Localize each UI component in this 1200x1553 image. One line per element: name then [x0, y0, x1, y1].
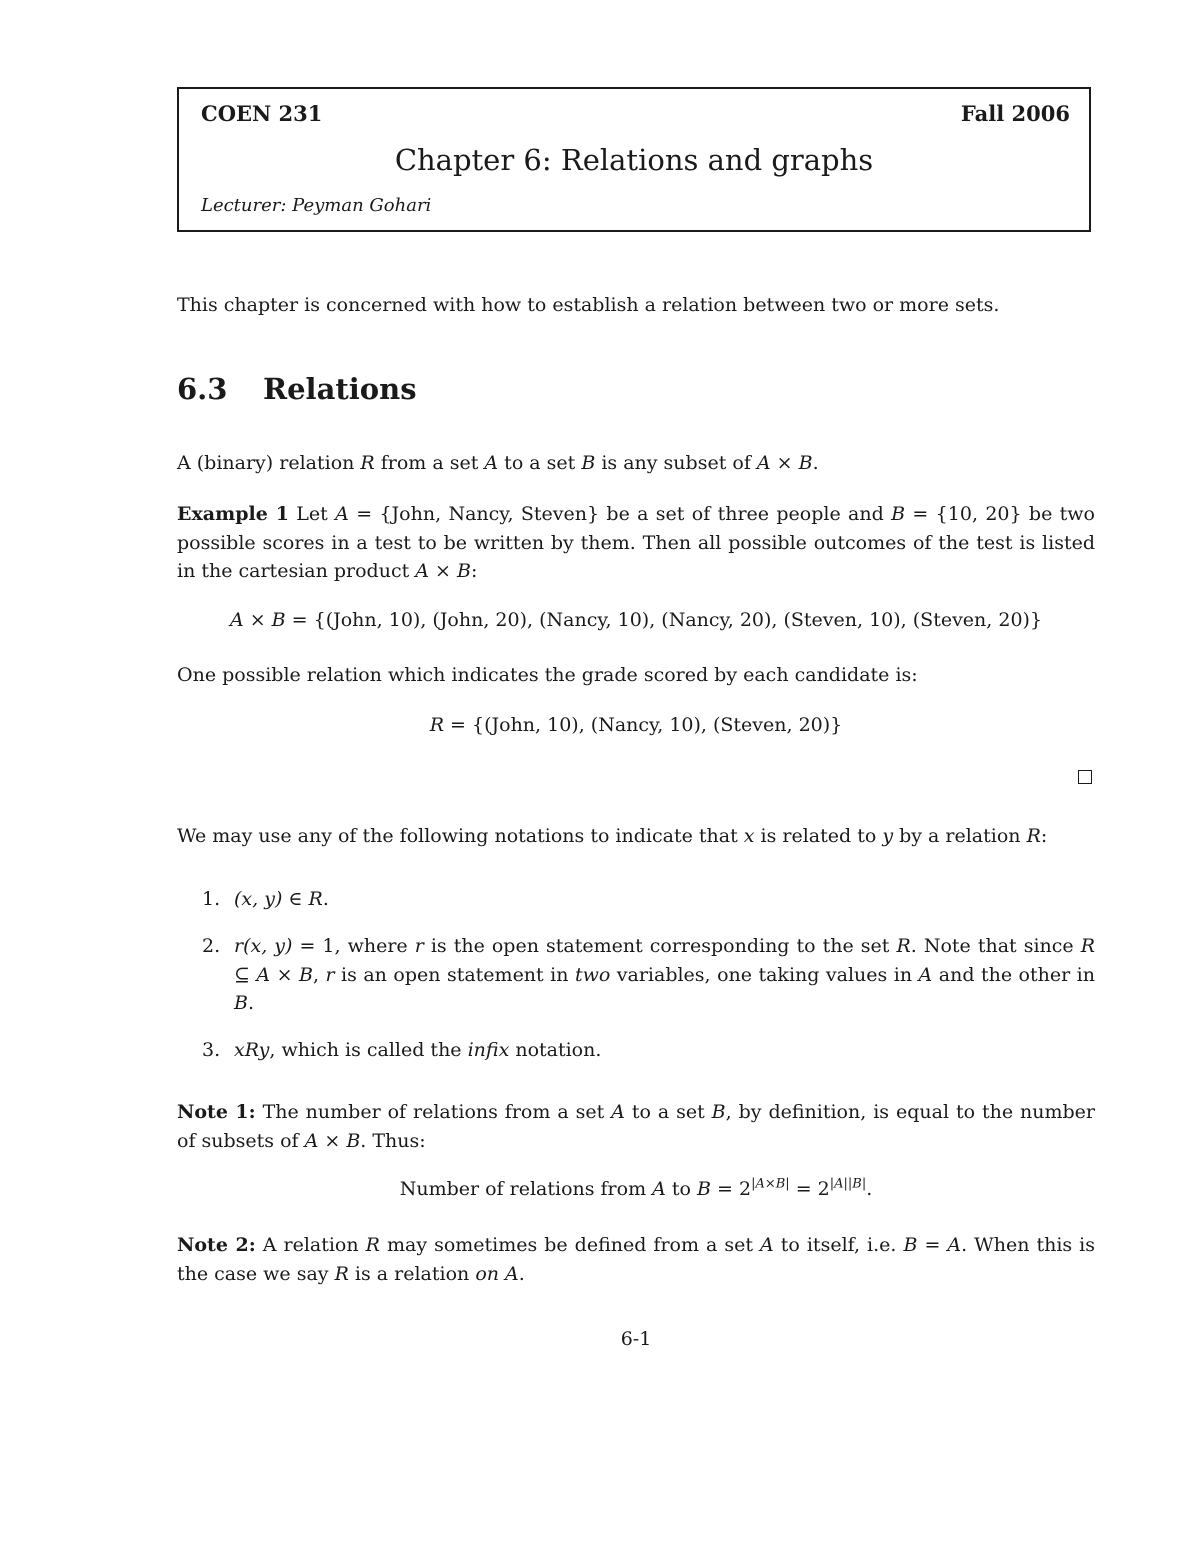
- example-sentence: One possible relation which indicates the grade scored by each candidate is:: [177, 664, 918, 686]
- document-page: COEN 231 Fall 2006 Chapter 6: Relations and graphs Lecturer: Peyman Gohari This chapter is concerned with how to establish a relation between two or more sets. 6.3 Relations A (binary) relation R from a set A to a set B is any subset of A × B. Example 1 Let A = {John, Nancy, Steven} be a set of three people and B = {10, 20} be two possible scores in a test to be written by them. Then all possible outcomes of the test is listed in the cartesian product A × B: A × B = {(John, 10), (John, 20), (Nancy, 10), (Nancy, 20), (Steven, 10), (Steven, 20)} One possible relation which indicates the grade scored by each candidate is: R = {(John, 10), (Nancy, 10), (Steven, 20)} We may use any of the following notations to indicate that x is related to y by a relation R: 1. (x, y) ∈ R. 2. r(x, y) = 1, where r is the open statement corresponding to the set R. Note that since R ⊆ A × B, r is an open statement in two variables, one taking values in A and the other in B. 3. xRy, which is called the infix notation. Note 1: The number of relations from a set A to a set B, by definition, is equal to the number of subsets of A × B. Thus: Number of relations from A to $B = 2^{|A\times B|} = 2^{|A||B|}$. Note 2: A relation R may sometimes be defined from a set A to itself, i.e. B = A. When this is the case we say R is a relation on A. 6-1: [0, 0, 1200, 1553]
- equation-cartesian-product: A × B = {(John, 10), (John, 20), (Nancy, 10), (Nancy, 20), (Steven, 10), (Steven, 20)}: [229, 609, 1043, 631]
- equation-relation: R = {(John, 10), (Nancy, 10), (Steven, 20)}: [429, 714, 843, 736]
- example-paragraph: Example 1 Let A = {John, Nancy, Steven} be a set of three people and B = {10, 20} be two possible scores in a test to be written by them. Then all possible outcomes of the test is listed in the cartesian product A × B:: [177, 503, 1095, 582]
- section-heading: [177, 372, 417, 406]
- section-title: Relations: [263, 372, 417, 406]
- note-1-paragraph: Note 1: The number of relations from a set A to a set B, by definition, is equal to the number of subsets of A × B. Thus:: [177, 1101, 1095, 1152]
- course-code: COEN 231: [201, 101, 323, 126]
- example-label: Example 1: [177, 503, 289, 525]
- term: Fall 2006: [960, 101, 1070, 126]
- chapter-title: Chapter 6: Relations and graphs: [394, 143, 874, 177]
- qed-symbol: [1078, 770, 1092, 784]
- note-2-label: Note 2:: [177, 1234, 256, 1256]
- lecturer: Lecturer: Peyman Gohari: [201, 195, 432, 216]
- note-2-paragraph: Note 2: A relation R may sometimes be defined from a set A to itself, i.e. B = A. When this is the case we say R is a relation on A.: [177, 1234, 1095, 1285]
- notation-intro: We may use any of the following notations to indicate that x is related to y by a relation R:: [177, 825, 1048, 847]
- page-number: 6-1: [620, 1328, 652, 1350]
- equation-number-of-relations: Number of relations from A to $B = 2^{|A\times B|} = 2^{|A||B|}$.: [399, 1176, 873, 1200]
- section-number: 6.3: [177, 372, 228, 406]
- definition-paragraph: A (binary) relation R from a set A to a set B is any subset of A × B.: [177, 452, 819, 474]
- intro-paragraph: This chapter is concerned with how to establish a relation between two or more sets.: [177, 294, 1000, 316]
- note-1-label: Note 1:: [177, 1101, 256, 1123]
